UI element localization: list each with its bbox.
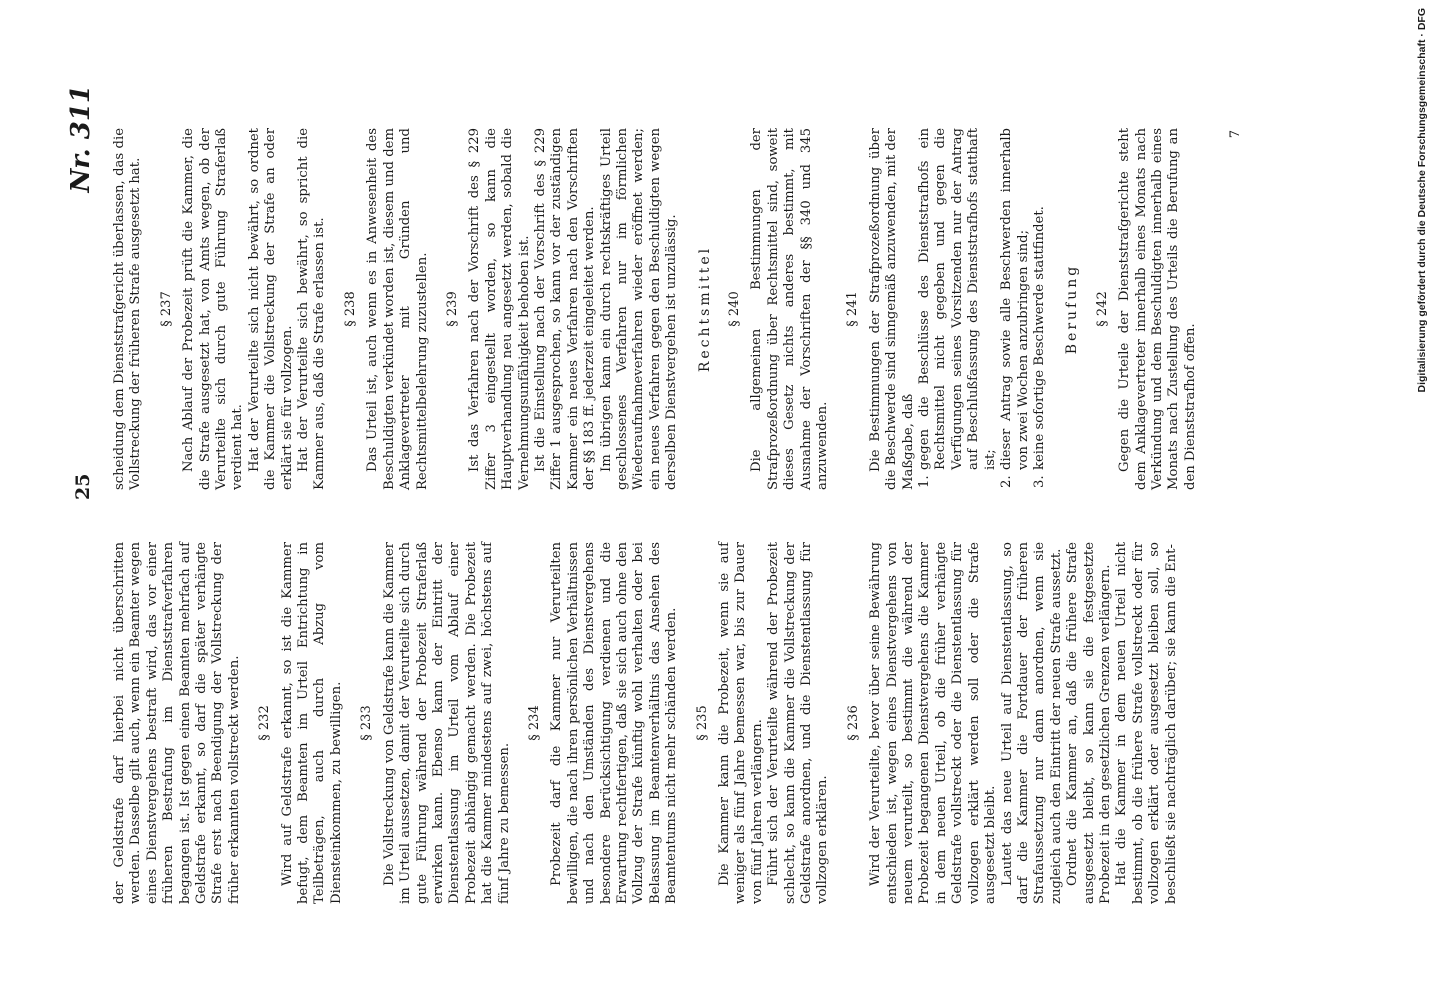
digitization-credit bbox=[1413, 8, 1431, 992]
paragraph: Wird auf Geldstrafe erkannt, so ist die Kammer befugt, dem Beamten im Urteil Entrichtung in Teilbeträgen, auch durch Abzug vom Diensteinkommen, zu bewilligen. bbox=[279, 542, 344, 904]
list-marker: 1. bbox=[917, 475, 933, 488]
paragraph: Ordnet die Kammer an, daß die frühere Strafe ausgesetzt bleibt, so kann sie die festgesetzte Probezeit in den gesetzlichen Grenzen verlängern. bbox=[1065, 542, 1113, 904]
section-heading: § 234 bbox=[526, 705, 542, 741]
list-item-text: dieser Antrag sowie alle Beschwerden innerhalb von zwei Wochen anzubringen sind; bbox=[999, 128, 1031, 470]
paragraph: Die allgemeinen Bestimmungen der Strafprozeßordnung über Rechtsmittel sind, soweit dieses Gesetz nichts anderes bestimmt, mit Ausnahme der Vorschriften der §§ 340 und 345 anzuwenden. bbox=[749, 128, 831, 490]
section-heading: § 241 bbox=[845, 291, 861, 327]
section-heading: § 233 bbox=[359, 705, 375, 741]
list-item bbox=[917, 128, 999, 490]
paragraph: Probezeit darf die Kammer nur Verurteilten bewilligen, die nach ihren persönlichen Verhältnissen und nach den Umständen des Dienstvergehens besondere Berücksichtigung verdienen und die Erwartung rechtfertigen, daß sie sich auch ohne den Vollzug der Strafe künftig wohl verhalten oder bei Belassung im Beamtenverhältnis das Ansehen des Beamtentums nicht mehr schänden werden. bbox=[549, 542, 680, 904]
right-text-column bbox=[112, 128, 1199, 490]
paragraph: Führt sich der Verurteilte während der Probezeit schlecht, so kann die Kammer die Vollstreckung der Geldstrafe anordnen, und die Dienstentlassung für vollzogen erklären. bbox=[766, 542, 831, 904]
list-marker: 3. bbox=[1031, 475, 1047, 488]
paragraph: Die Kammer kann die Probezeit, wenn sie auf weniger als fünf Jahre bemessen war, bis zur Dauer von fünf Jahren verlängern. bbox=[717, 542, 765, 904]
section-heading: § 232 bbox=[257, 705, 273, 741]
paragraph: der Geldstrafe darf hierbei nicht überschritten werden. Dasselbe gilt auch, wenn ein Beamter wegen eines Dienstvergehens bestraft wird, das vor einer früheren Bestrafung im Dienststrafverfahren begangen ist. Ist gegen einen Beamten mehrfach auf Geldstrafe erkannt, so darf die später verhängte Strafe erst nach Beendigung der Vollstreckung der früher erkannten vollstreckt werden. bbox=[112, 542, 242, 904]
paragraph: Das Urteil ist, auch wenn es in Anwesenheit des Beschuldigten verkündet worden ist, diesem und dem Anklagevertreter mit Gründen und Rechtsmittelbelehrung zuzustellen. bbox=[365, 128, 430, 490]
paragraph: Hat die Kammer in dem neuen Urteil nicht bestimmt, ob die frühere Strafe vollstreckt oder für vollzogen erklärt oder ausgesetzt bleiben soll, so beschließt sie nachträglich darüber; sie kann die Ent- bbox=[1114, 542, 1179, 904]
paragraph: Ist das Verfahren nach der Vorschrift des § 229 Ziffer 3 eingestellt worden, so kann die Hauptverhandlung neu angesetzt werden, sobald die Vernehmungsunfähigkeit behoben ist. bbox=[467, 128, 532, 490]
numbered-list bbox=[917, 128, 1048, 490]
paragraph: Wird der Verurteilte, bevor über seine Bewährung entschieden ist, wegen eines Dienstvergehens von neuem verurteilt, so bestimmt die während der Probezeit begangenen Dienstvergehens die Kammer in dem neuen Urteil, ob die früher verhängte Geldstrafe vollstreckt oder die Dienstentlassung für vollzogen erklärt werden soll oder die Strafe ausgesetzt bleibt. bbox=[868, 542, 999, 904]
chapter-heading: Berufung bbox=[1064, 263, 1081, 355]
paragraph: Nach Ablauf der Probezeit prüft die Kammer, die die Strafe ausgesetzt hat, von Amts wegen, ob der Verurteilte sich durch gute Führung Straferlaß verdient hat. bbox=[181, 128, 246, 490]
paragraph: Gegen die Urteile der Dienststrafgerichte steht dem Anklagevertreter innerhalb eines Monats nach Verkündung und dem Beschuldigten innerhalb eines Monats nach Zustellung des Urteils die Berufung an den Dienststrafhof offen. bbox=[1117, 128, 1198, 490]
section-heading: § 235 bbox=[694, 705, 710, 741]
page-header bbox=[66, 0, 112, 1000]
section-heading: § 237 bbox=[158, 291, 174, 327]
footer-mark: 7 bbox=[1228, 130, 1243, 139]
section-heading: § 238 bbox=[342, 291, 358, 327]
list-item bbox=[999, 128, 1032, 490]
list-item bbox=[1032, 128, 1048, 490]
list-item-text: keine sofortige Beschwerde stattfindet. bbox=[1031, 206, 1047, 470]
paragraph: Hat der Verurteilte sich nicht bewährt, so ordnet die Kammer die Vollstreckung der Strafe an oder erklärt sie für vollzogen. bbox=[246, 128, 295, 490]
chapter-heading: Rechtsmittel bbox=[696, 245, 713, 373]
paragraph: Lautet das neue Urteil auf Dienstentlassung, so darf die Kammer die Fortdauer der früheren Strafaussetzung nur dann anordnen, wenn sie zugleich auch den Eintritt der neuen Strafe aussetzt. bbox=[999, 542, 1064, 904]
issue-number: Nr. 311 bbox=[66, 85, 96, 193]
page-number: 25 bbox=[72, 473, 94, 500]
section-heading: § 236 bbox=[845, 705, 861, 741]
list-marker: 2. bbox=[999, 475, 1015, 488]
credit-text: Digitalisierung gefördert durch die Deutsche Forschungsgemeinschaft · DFG bbox=[1416, 8, 1428, 393]
paragraph: Die Bestimmungen der Strafprozeßordnung über die Beschwerde sind sinngemäß anzuwenden, mit der Maßgabe, daß bbox=[867, 128, 916, 490]
paragraph: Ist die Einstellung nach der Vorschrift des § 229 Ziffer 1 ausgesprochen, so kann vor der zuständigen Kammer ein neues Verfahren nach den Vorschriften der §§ 183 ff. jederzeit eingeleitet werden. bbox=[532, 128, 598, 490]
paragraph: Hat der Verurteilte sich bewährt, so spricht die Kammer aus, daß die Strafe erlassen ist. bbox=[296, 128, 328, 490]
left-text-column bbox=[112, 542, 1180, 904]
section-heading: § 240 bbox=[727, 291, 742, 327]
paragraph: scheidung dem Dienststrafgericht überlassen, das die Vollstreckung der früheren Strafe ausgesetzt hat. bbox=[112, 128, 144, 490]
section-heading: § 239 bbox=[444, 291, 460, 327]
list-item-text: gegen die Beschlüsse des Dienststrafhofs ein Rechtsmittel nicht gegeben und gegen die Verfügungen seines Vorsitzenden nur der Antrag auf Beschlußfassung des Dienststrafhofs statthaft ist; bbox=[917, 128, 998, 470]
section-heading: § 242 bbox=[1094, 291, 1110, 327]
paragraph: Im übrigen kann ein durch rechtskräftiges Urteil geschlossenes Verfahren nur im förmlichen Wiederaufnahmeverfahren wieder eröffnet werden; ein neues Verfahren gegen den Beschuldigten wegen derselben Dienstvergehen ist unzulässig. bbox=[598, 128, 680, 490]
paragraph: Die Vollstreckung von Geldstrafe kann die Kammer im Urteil aussetzen, damit der Verurteilte sich durch gute Führung während der Probezeit Straferlaß erwirken kann. Ebenso kann der Eintritt der Dienstentlassung im Urteil vom Ablauf einer Probezeit abhängig gemacht werden. Die Probezeit hat die Kammer mindestens auf zwei, höchstens auf fünf Jahre zu bemessen. bbox=[381, 542, 512, 904]
